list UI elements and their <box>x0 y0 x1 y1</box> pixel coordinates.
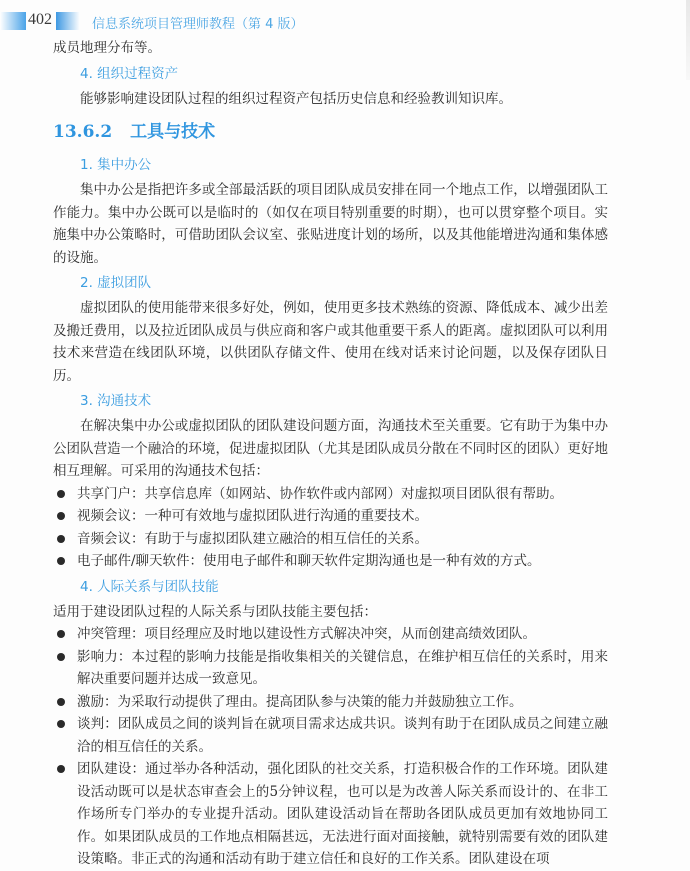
section-number: 13.6.2 <box>53 122 113 142</box>
section-title: 工具与技术 <box>130 122 216 142</box>
list-item: 影响力：本过程的影响力技能是指收集相关的关键信息，在维护相互信任的关系时，用来解决重要问题并达成一致意见。 <box>77 646 608 691</box>
list-item: 冲突管理：项目经理应及时地以建设性方式解决冲突，从而创建高绩效团队。 <box>77 623 608 646</box>
list-item: 电子邮件/聊天软件：使用电子邮件和聊天软件定期沟通也是一种有效的方式。 <box>77 550 608 573</box>
paragraph-colocation: 集中办公是指把许多或全部最活跃的项目团队成员安排在同一个地点工作，以增强团队工作能力。集中办公既可以是临时的（如仅在项目特别重要的时期），也可以贯穿整个项目。实施集中办公策略时，可借助团队会议室、张贴进度计划的场所，以及其他能增进沟通和集体感的设施。 <box>53 182 608 266</box>
header-accent-bar-right <box>56 12 80 30</box>
subheading-org-assets: 4. 组织过程资产 <box>80 65 179 82</box>
communication-bullet-list <box>53 483 608 573</box>
list-item: 共享门户：共享信息库（如网站、协作软件或内部网）对虚拟项目团队很有帮助。 <box>77 483 608 506</box>
subheading-communication: 3. 沟通技术 <box>80 393 152 409</box>
book-title: 信息系统项目管理师教程（第 4 版） <box>92 17 304 32</box>
interpersonal-bullet-list <box>53 623 608 871</box>
paragraph-org-assets: 能够影响建设团队过程的组织过程资产包括历史信息和经验教训知识库。 <box>80 90 512 107</box>
section-heading <box>53 120 608 144</box>
subheading-interpersonal: 4. 人际关系与团队技能 <box>80 578 219 595</box>
list-item: 激励：为采取行动提供了理由。提高团队参与决策的能力并鼓励独立工作。 <box>77 691 608 714</box>
subheading-virtual-team: 2. 虚拟团队 <box>80 275 152 291</box>
page-edge-shadow <box>686 0 690 80</box>
page-number: 402 <box>28 11 52 28</box>
list-item: 视频会议：一种可有效地与虚拟团队进行沟通的重要技术。 <box>77 505 608 528</box>
paragraph-interpersonal: 适用于建设团队过程的人际关系与团队技能主要包括： <box>53 603 377 620</box>
subheading-colocation: 1. 集中办公 <box>80 157 152 173</box>
list-item: 团队建设：通过举办各种活动，强化团队的社交关系，打造积极合作的工作环境。团队建设活动既可以是状态审查会上的5分钟议程，也可以是为改善人际关系而设计的、在非工作场所专门举办的专业提升活动。团队建设活动旨在帮助各团队成员更加有效地协同工作。如果团队成员的工作地点相隔甚远，无法进行面对面接触，就特别需要有效的团队建设策略。非正式的沟通和活动有助于建立信任和良好的工作关系。团队建设在项 <box>77 758 608 871</box>
page-body <box>53 37 608 871</box>
page-header <box>0 8 690 30</box>
list-item: 音频会议：有助于与虚拟团队建立融洽的相互信任的关系。 <box>77 528 608 551</box>
list-item: 谈判：团队成员之间的谈判旨在就项目需求达成共识。谈判有助于在团队成员之间建立融洽的相互信任的关系。 <box>77 713 608 758</box>
paragraph-communication: 在解决集中办公或虚拟团队的团队建设问题方面，沟通技术至关重要。它有助于为集中办公团队营造一个融洽的环境，促进虚拟团队（尤其是团队成员分散在不同时区的团队）更好地相互理解。可采用的沟通技术包括： <box>53 418 608 479</box>
intro-line: 成员地理分布等。 <box>53 40 161 56</box>
paragraph-virtual-team: 虚拟团队的使用能带来很多好处，例如，使用更多技术熟练的资源、降低成本、减少出差及搬迁费用，以及拉近团队成员与供应商和客户或其他重要干系人的距离。虚拟团队可以利用技术来营造在线团队环境，以供团队存储文件、使用在线对话来讨论问题，以及保存团队日历。 <box>53 300 608 384</box>
header-accent-bar-left <box>0 12 26 30</box>
